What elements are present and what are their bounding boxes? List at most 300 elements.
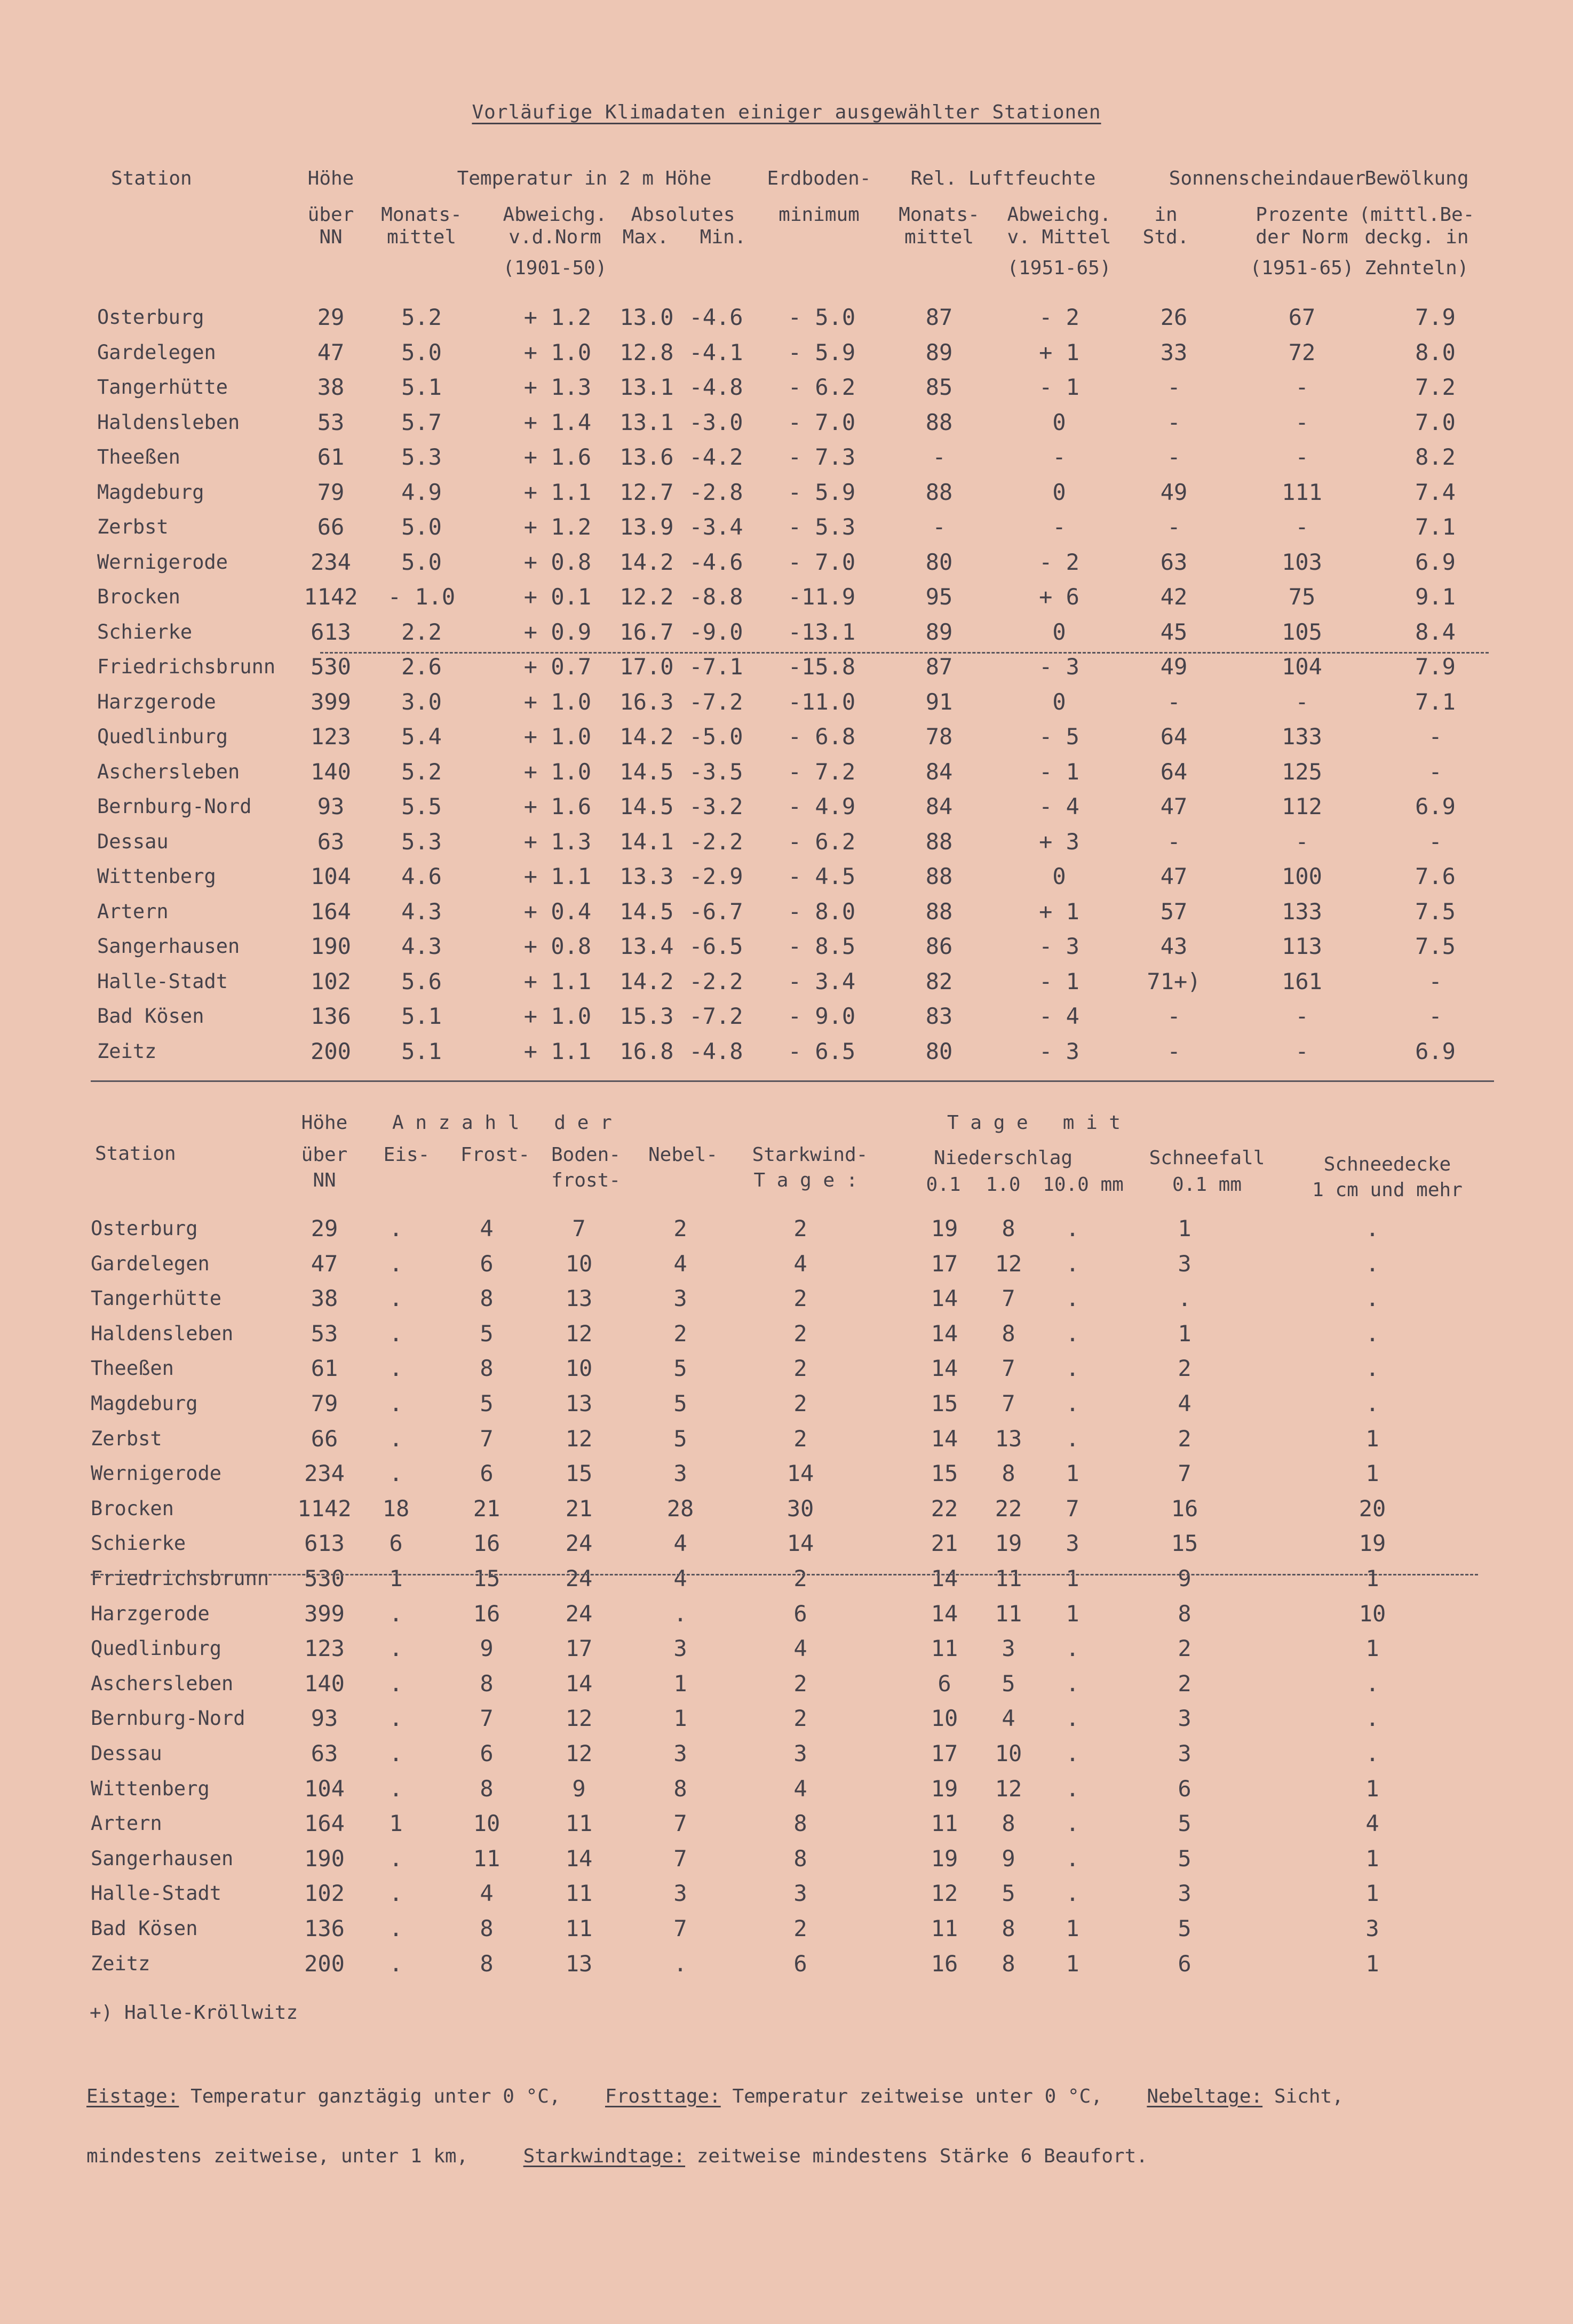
cell-sonne-prozent: 125: [1282, 758, 1322, 785]
cell-sonne-std: -: [1167, 828, 1181, 855]
cell-eistage: .: [389, 1285, 403, 1312]
cell-hoehe: 140: [304, 1670, 345, 1697]
cell-hoehe: 47: [311, 1250, 338, 1277]
cell-abs-max: 16.8: [619, 1038, 674, 1064]
cell-niederschlag-0-1: 10: [931, 1705, 958, 1732]
cell-starkwindtage: 3: [793, 1880, 807, 1907]
table-row: [0, 510, 1573, 545]
cell-eistage: .: [389, 1705, 403, 1732]
cell-feuchte-abweichung: + 1: [1039, 898, 1079, 925]
cell-abweichung: + 1.1: [523, 479, 592, 505]
cell-erdboden-minimum: - 5.3: [788, 514, 856, 540]
cell-station-name: Theeßen: [91, 1357, 174, 1380]
cell-abs-min: -5.0: [689, 723, 743, 750]
table-row: [0, 475, 1573, 510]
cell-hoehe: 93: [311, 1705, 338, 1732]
cell-feuchte-abweichung: -: [1052, 444, 1066, 470]
cell-sonne-prozent: 133: [1282, 723, 1322, 750]
cell-niederschlag-0-1: 11: [931, 1915, 958, 1941]
cell-bodenfrosttage: 12: [565, 1320, 593, 1347]
cell-nebeltage: 5: [673, 1355, 687, 1382]
t2-header-tage-group: T a g e m i t: [947, 1112, 1121, 1134]
cell-sonne-prozent: -: [1295, 374, 1309, 400]
t1-header-abweichung-3: (1901-50): [503, 257, 607, 279]
cell-starkwindtage: 2: [793, 1565, 807, 1591]
cell-monatsmittel: 3.0: [401, 688, 442, 715]
table-row: [0, 1281, 1573, 1316]
cell-sonne-std: 57: [1160, 898, 1188, 925]
cell-sonne-std: 64: [1160, 758, 1188, 785]
cell-hoehe: 61: [317, 444, 345, 470]
cell-station-name: Dessau: [97, 830, 169, 853]
table-row: [0, 929, 1573, 964]
cell-frosttage: 10: [473, 1810, 501, 1837]
cell-bewoelkung: 7.2: [1415, 374, 1456, 400]
table-row: [0, 1946, 1573, 1981]
cell-nebeltage: 4: [673, 1250, 687, 1277]
cell-schneefall: 3: [1178, 1705, 1191, 1732]
cell-feuchte-mittel: 87: [925, 304, 953, 330]
t1-header-bewoelkung-2: (mittl.Be-: [1358, 204, 1475, 226]
t2-header-schneefall-2: 0.1 mm: [1172, 1174, 1242, 1196]
cell-station-name: Brocken: [97, 585, 180, 608]
cell-abweichung: + 0.9: [523, 618, 592, 645]
cell-hoehe: 530: [304, 1565, 345, 1591]
cell-hoehe: 66: [317, 514, 345, 540]
cell-bodenfrosttage: 24: [565, 1600, 593, 1627]
cell-abweichung: + 1.0: [523, 758, 592, 785]
cell-erdboden-minimum: - 8.5: [788, 933, 856, 959]
cell-feuchte-mittel: 84: [925, 793, 953, 819]
cell-niederschlag-0-1: 14: [931, 1355, 958, 1382]
cell-monatsmittel: 5.2: [401, 758, 442, 785]
cell-hoehe: 190: [311, 933, 351, 959]
t2-header-hoehe-3: NN: [313, 1169, 336, 1191]
cell-station-name: Harzgerode: [91, 1602, 210, 1625]
cell-schneedecke: .: [1365, 1215, 1379, 1241]
cell-niederschlag-0-1: 17: [931, 1250, 958, 1277]
t2-header-n10: 1.0: [986, 1174, 1021, 1196]
table-row: [0, 1631, 1573, 1666]
cell-bodenfrosttage: 15: [565, 1460, 593, 1487]
cell-eistage: .: [389, 1460, 403, 1487]
cell-bewoelkung: 8.4: [1415, 618, 1456, 645]
cell-erdboden-minimum: -11.0: [788, 688, 856, 715]
cell-feuchte-mittel: 88: [925, 479, 953, 505]
cell-schneedecke: 1: [1365, 1425, 1379, 1452]
cell-hoehe: 234: [311, 548, 351, 575]
cell-schneedecke: .: [1365, 1250, 1379, 1277]
cell-niederschlag-0-1: 19: [931, 1215, 958, 1241]
t1-header-monatsmittel-1: Monats-: [381, 204, 462, 226]
cell-schneedecke: .: [1365, 1390, 1379, 1416]
cell-niederschlag-1-0: 7: [1002, 1285, 1015, 1312]
cell-bodenfrosttage: 9: [572, 1775, 586, 1802]
cell-station-name: Schierke: [97, 620, 193, 643]
cell-eistage: 6: [389, 1530, 403, 1557]
cell-schneefall: 5: [1178, 1915, 1191, 1941]
cell-niederschlag-0-1: 12: [931, 1880, 958, 1907]
cell-schneefall: 4: [1178, 1390, 1191, 1416]
cell-station-name: Bad Kösen: [97, 1005, 204, 1028]
table-row: [0, 999, 1573, 1034]
t2-header-starkwind-1: Starkwind-: [752, 1144, 868, 1166]
cell-schneedecke: 1: [1365, 1950, 1379, 1977]
cell-hoehe: 63: [317, 828, 345, 855]
cell-eistage: .: [389, 1880, 403, 1907]
cell-abweichung: + 0.8: [523, 933, 592, 959]
legend-frosttage-label: Frosttage:: [605, 2086, 721, 2107]
cell-abs-min: -4.6: [689, 548, 743, 575]
cell-niederschlag-10-0: .: [1066, 1390, 1079, 1416]
cell-station-name: Quedlinburg: [97, 725, 228, 748]
t1-header-station: Station: [111, 168, 192, 189]
cell-schneedecke: 20: [1358, 1495, 1386, 1522]
cell-feuchte-mittel: 87: [925, 654, 953, 680]
cell-niederschlag-0-1: 6: [938, 1670, 951, 1697]
table-row: [0, 1211, 1573, 1246]
cell-abweichung: + 1.1: [523, 1038, 592, 1064]
table-row: [0, 754, 1573, 790]
cell-station-name: Quedlinburg: [91, 1637, 222, 1660]
cell-monatsmittel: 5.1: [401, 374, 442, 400]
cell-frosttage: 16: [473, 1600, 501, 1627]
cell-starkwindtage: 2: [793, 1355, 807, 1382]
cell-sonne-prozent: 75: [1288, 584, 1316, 610]
table-row: [0, 1246, 1573, 1282]
cell-hoehe: 530: [311, 654, 351, 680]
cell-feuchte-abweichung: 0: [1052, 863, 1066, 889]
cell-hoehe: 136: [304, 1915, 345, 1941]
t2-header-hoehe-1: Höhe: [301, 1112, 348, 1134]
cell-abs-max: 14.5: [619, 898, 674, 925]
table-row: [0, 335, 1573, 370]
table-row: [0, 405, 1573, 440]
table-row: [0, 370, 1573, 405]
cell-feuchte-mittel: 84: [925, 758, 953, 785]
cell-sonne-prozent: 113: [1282, 933, 1322, 959]
cell-feuchte-abweichung: - 4: [1039, 793, 1079, 819]
cell-bodenfrosttage: 10: [565, 1250, 593, 1277]
cell-niederschlag-1-0: 10: [995, 1740, 1022, 1766]
legend-line-1: [86, 2081, 1344, 2113]
table-row: [0, 1561, 1573, 1596]
cell-bodenfrosttage: 11: [565, 1810, 593, 1837]
legend-nebeltage-label: Nebeltage:: [1147, 2086, 1263, 2107]
cell-sonne-prozent: -: [1295, 409, 1309, 435]
cell-station-name: Osterburg: [91, 1217, 198, 1240]
cell-erdboden-minimum: - 5.0: [788, 304, 856, 330]
cell-abs-max: 14.5: [619, 793, 674, 819]
t1-header-sonne-proz-2: der Norm: [1256, 226, 1348, 248]
cell-abs-min: -7.2: [689, 688, 743, 715]
cell-station-name: Brocken: [91, 1497, 174, 1520]
cell-nebeltage: 3: [673, 1740, 687, 1766]
cell-sonne-std: 71+): [1147, 968, 1201, 994]
table-row: [0, 1596, 1573, 1631]
cell-schneefall: 1: [1178, 1215, 1191, 1241]
cell-eistage: .: [389, 1740, 403, 1766]
cell-schneefall: 9: [1178, 1565, 1191, 1591]
cell-bewoelkung: 7.1: [1415, 688, 1456, 715]
cell-abs-min: -7.1: [689, 654, 743, 680]
cell-abs-min: -4.8: [689, 1038, 743, 1064]
cell-niederschlag-10-0: 1: [1066, 1565, 1079, 1591]
cell-schneedecke: 4: [1365, 1810, 1379, 1837]
cell-bewoelkung: 7.4: [1415, 479, 1456, 505]
cell-abweichung: + 1.3: [523, 828, 592, 855]
cell-schneedecke: 1: [1365, 1565, 1379, 1591]
cell-schneefall: 2: [1178, 1425, 1191, 1452]
cell-station-name: Wittenberg: [97, 865, 216, 888]
cell-abs-min: -3.2: [689, 793, 743, 819]
cell-station-name: Zeitz: [91, 1952, 150, 1975]
cell-niederschlag-1-0: 8: [1002, 1915, 1015, 1941]
cell-hoehe: 140: [311, 758, 351, 785]
cell-nebeltage: 1: [673, 1705, 687, 1732]
cell-sonne-std: -: [1167, 374, 1181, 400]
cell-abs-min: -2.2: [689, 968, 743, 994]
cell-starkwindtage: 2: [793, 1705, 807, 1732]
cell-starkwindtage: 14: [787, 1460, 814, 1487]
cell-hoehe: 1142: [297, 1495, 352, 1522]
cell-eistage: .: [389, 1425, 403, 1452]
cell-bodenfrosttage: 7: [572, 1215, 586, 1241]
cell-erdboden-minimum: - 7.0: [788, 409, 856, 435]
cell-feuchte-abweichung: - 4: [1039, 1003, 1079, 1029]
t2-header-station: Station: [95, 1143, 176, 1165]
cell-niederschlag-1-0: 5: [1002, 1670, 1015, 1697]
cell-eistage: .: [389, 1215, 403, 1241]
cell-schneedecke: 1: [1365, 1880, 1379, 1907]
cell-abs-max: 13.4: [619, 933, 674, 959]
cell-feuchte-mittel: 80: [925, 548, 953, 575]
cell-niederschlag-10-0: .: [1066, 1285, 1079, 1312]
cell-schneefall: .: [1178, 1285, 1191, 1312]
cell-nebeltage: 7: [673, 1915, 687, 1941]
cell-sonne-prozent: 103: [1282, 548, 1322, 575]
cell-sonne-std: -: [1167, 1038, 1181, 1064]
cell-eistage: .: [389, 1250, 403, 1277]
cell-feuchte-mittel: 85: [925, 374, 953, 400]
cell-abweichung: + 1.0: [523, 723, 592, 750]
cell-niederschlag-0-1: 14: [931, 1285, 958, 1312]
cell-niederschlag-1-0: 13: [995, 1425, 1022, 1452]
cell-niederschlag-0-1: 14: [931, 1425, 958, 1452]
cell-niederschlag-1-0: 8: [1002, 1320, 1015, 1347]
cell-station-name: Gardelegen: [97, 340, 216, 364]
cell-starkwindtage: 2: [793, 1390, 807, 1416]
cell-erdboden-minimum: -13.1: [788, 618, 856, 645]
cell-sonne-std: 43: [1160, 933, 1188, 959]
cell-niederschlag-0-1: 16: [931, 1950, 958, 1977]
cell-frosttage: 8: [480, 1915, 494, 1941]
cell-niederschlag-1-0: 5: [1002, 1880, 1015, 1907]
cell-station-name: Aschersleben: [97, 760, 240, 783]
cell-hoehe: 164: [311, 898, 351, 925]
cell-hoehe: 53: [317, 409, 345, 435]
cell-bewoelkung: 7.5: [1415, 898, 1456, 925]
cell-nebeltage: 2: [673, 1320, 687, 1347]
cell-sonne-prozent: 112: [1282, 793, 1322, 819]
cell-eistage: .: [389, 1670, 403, 1697]
t1-header-abweichung-2: v.d.Norm: [509, 226, 601, 248]
cell-eistage: .: [389, 1600, 403, 1627]
cell-station-name: Tangerhütte: [91, 1287, 222, 1310]
cell-schneefall: 8: [1178, 1600, 1191, 1627]
cell-nebeltage: 2: [673, 1215, 687, 1241]
legend-eistage-label: Eistage:: [86, 2086, 179, 2107]
cell-niederschlag-10-0: .: [1066, 1705, 1079, 1732]
cell-schneedecke: 1: [1365, 1845, 1379, 1872]
cell-eistage: 1: [389, 1565, 403, 1591]
cell-frosttage: 8: [480, 1355, 494, 1382]
legend-eistage-text: Temperatur ganztägig unter 0 °C,: [190, 2086, 561, 2107]
cell-niederschlag-10-0: .: [1066, 1355, 1079, 1382]
cell-bewoelkung: 7.9: [1415, 654, 1456, 680]
cell-sonne-std: -: [1167, 688, 1181, 715]
cell-feuchte-abweichung: - 2: [1039, 548, 1079, 575]
cell-frosttage: 7: [480, 1425, 494, 1452]
cell-eistage: .: [389, 1950, 403, 1977]
cell-hoehe: 1142: [304, 584, 358, 610]
cell-monatsmittel: 5.3: [401, 828, 442, 855]
cell-hoehe: 190: [304, 1845, 345, 1872]
cell-station-name: Zerbst: [97, 515, 169, 538]
cell-bodenfrosttage: 12: [565, 1705, 593, 1732]
t2-header-n01: 0.1: [926, 1174, 961, 1196]
cell-feuchte-mittel: 89: [925, 339, 953, 365]
cell-bodenfrosttage: 11: [565, 1880, 593, 1907]
cell-nebeltage: .: [673, 1600, 687, 1627]
cell-monatsmittel: 5.7: [401, 409, 442, 435]
cell-niederschlag-1-0: 12: [995, 1250, 1022, 1277]
cell-bodenfrosttage: 21: [565, 1495, 593, 1522]
cell-niederschlag-0-1: 19: [931, 1775, 958, 1802]
cell-feuchte-abweichung: - 3: [1039, 654, 1079, 680]
cell-sonne-std: 63: [1160, 548, 1188, 575]
cell-niederschlag-1-0: 12: [995, 1775, 1022, 1802]
cell-schneedecke: 19: [1358, 1530, 1386, 1557]
cell-nebeltage: 4: [673, 1530, 687, 1557]
cell-erdboden-minimum: - 3.4: [788, 968, 856, 994]
cell-abs-max: 16.3: [619, 688, 674, 715]
cell-hoehe: 38: [317, 374, 345, 400]
cell-niederschlag-1-0: 11: [995, 1565, 1022, 1591]
cell-frosttage: 9: [480, 1635, 494, 1662]
t2-header-starkwind-2: T a g e :: [753, 1169, 858, 1191]
cell-bodenfrosttage: 11: [565, 1915, 593, 1941]
table-row: [0, 1806, 1573, 1841]
cell-niederschlag-1-0: 8: [1002, 1460, 1015, 1487]
cell-abs-min: -7.2: [689, 1003, 743, 1029]
cell-monatsmittel: 2.6: [401, 654, 442, 680]
cell-nebeltage: 28: [666, 1495, 694, 1522]
cell-niederschlag-1-0: 8: [1002, 1215, 1015, 1241]
cell-bodenfrosttage: 14: [565, 1670, 593, 1697]
cell-nebeltage: 3: [673, 1460, 687, 1487]
cell-starkwindtage: 2: [793, 1915, 807, 1941]
cell-erdboden-minimum: - 7.2: [788, 758, 856, 785]
cell-nebeltage: 4: [673, 1565, 687, 1591]
table-row: [0, 1421, 1573, 1457]
cell-sonne-std: -: [1167, 444, 1181, 470]
cell-abs-max: 15.3: [619, 1003, 674, 1029]
cell-station-name: Bad Kösen: [91, 1917, 198, 1940]
cell-frosttage: 21: [473, 1495, 501, 1522]
table-row: [0, 1034, 1573, 1069]
cell-niederschlag-10-0: .: [1066, 1845, 1079, 1872]
cell-niederschlag-10-0: .: [1066, 1215, 1079, 1241]
t2-header-frost: Frost-: [460, 1144, 530, 1166]
t1-header-feuchte-mittel-1: Monats-: [899, 204, 980, 226]
table-row: [0, 615, 1573, 650]
cell-niederschlag-1-0: 19: [995, 1530, 1022, 1557]
t1-header-abweichung-1: Abweichg.: [503, 204, 607, 226]
cell-sonne-std: -: [1167, 514, 1181, 540]
cell-schneedecke: 1: [1365, 1635, 1379, 1662]
cell-sonne-std: -: [1167, 1003, 1181, 1029]
cell-abs-max: 13.1: [619, 374, 674, 400]
table-row: [0, 649, 1573, 685]
cell-feuchte-mittel: -: [932, 444, 946, 470]
cell-hoehe: 123: [304, 1635, 345, 1662]
cell-erdboden-minimum: - 5.9: [788, 339, 856, 365]
cell-abs-max: 14.2: [619, 723, 674, 750]
cell-hoehe: 136: [311, 1003, 351, 1029]
cell-niederschlag-1-0: 9: [1002, 1845, 1015, 1872]
cell-niederschlag-10-0: .: [1066, 1740, 1079, 1766]
cell-abs-min: -3.0: [689, 409, 743, 435]
cell-station-name: Sangerhausen: [91, 1847, 234, 1870]
cell-hoehe: 79: [311, 1390, 338, 1416]
cell-hoehe: 234: [304, 1460, 345, 1487]
cell-station-name: Theeßen: [97, 445, 180, 468]
cell-schneefall: 6: [1178, 1775, 1191, 1802]
cell-niederschlag-1-0: 3: [1002, 1635, 1015, 1662]
cell-hoehe: 200: [304, 1950, 345, 1977]
cell-hoehe: 38: [311, 1285, 338, 1312]
cell-schneedecke: .: [1365, 1285, 1379, 1312]
cell-niederschlag-10-0: .: [1066, 1320, 1079, 1347]
t2-header-nebel: Nebel-: [648, 1144, 718, 1166]
cell-bodenfrosttage: 13: [565, 1950, 593, 1977]
cell-bewoelkung: 9.1: [1415, 584, 1456, 610]
cell-starkwindtage: 2: [793, 1320, 807, 1347]
cell-starkwindtage: 30: [787, 1495, 814, 1522]
cell-schneefall: 16: [1171, 1495, 1198, 1522]
cell-abs-min: -6.5: [689, 933, 743, 959]
cell-station-name: Friedrichsbrunn: [91, 1567, 269, 1590]
table-row: [0, 1491, 1573, 1526]
cell-monatsmittel: 5.0: [401, 548, 442, 575]
cell-schneedecke: .: [1365, 1320, 1379, 1347]
cell-niederschlag-0-1: 15: [931, 1390, 958, 1416]
cell-sonne-std: 47: [1160, 793, 1188, 819]
cell-abs-min: -2.8: [689, 479, 743, 505]
table-row: [0, 964, 1573, 999]
table-row: [0, 1736, 1573, 1771]
cell-feuchte-abweichung: 0: [1052, 479, 1066, 505]
cell-sonne-prozent: 111: [1282, 479, 1322, 505]
cell-niederschlag-10-0: 1: [1066, 1600, 1079, 1627]
cell-bodenfrosttage: 12: [565, 1425, 593, 1452]
t1-header-bewoelkung-4: Zehnteln): [1364, 257, 1469, 279]
cell-bewoelkung: 7.9: [1415, 304, 1456, 330]
cell-station-name: Bernburg-Nord: [91, 1707, 245, 1730]
cell-station-name: Halle-Stadt: [91, 1882, 222, 1905]
cell-station-name: Schierke: [91, 1532, 186, 1555]
